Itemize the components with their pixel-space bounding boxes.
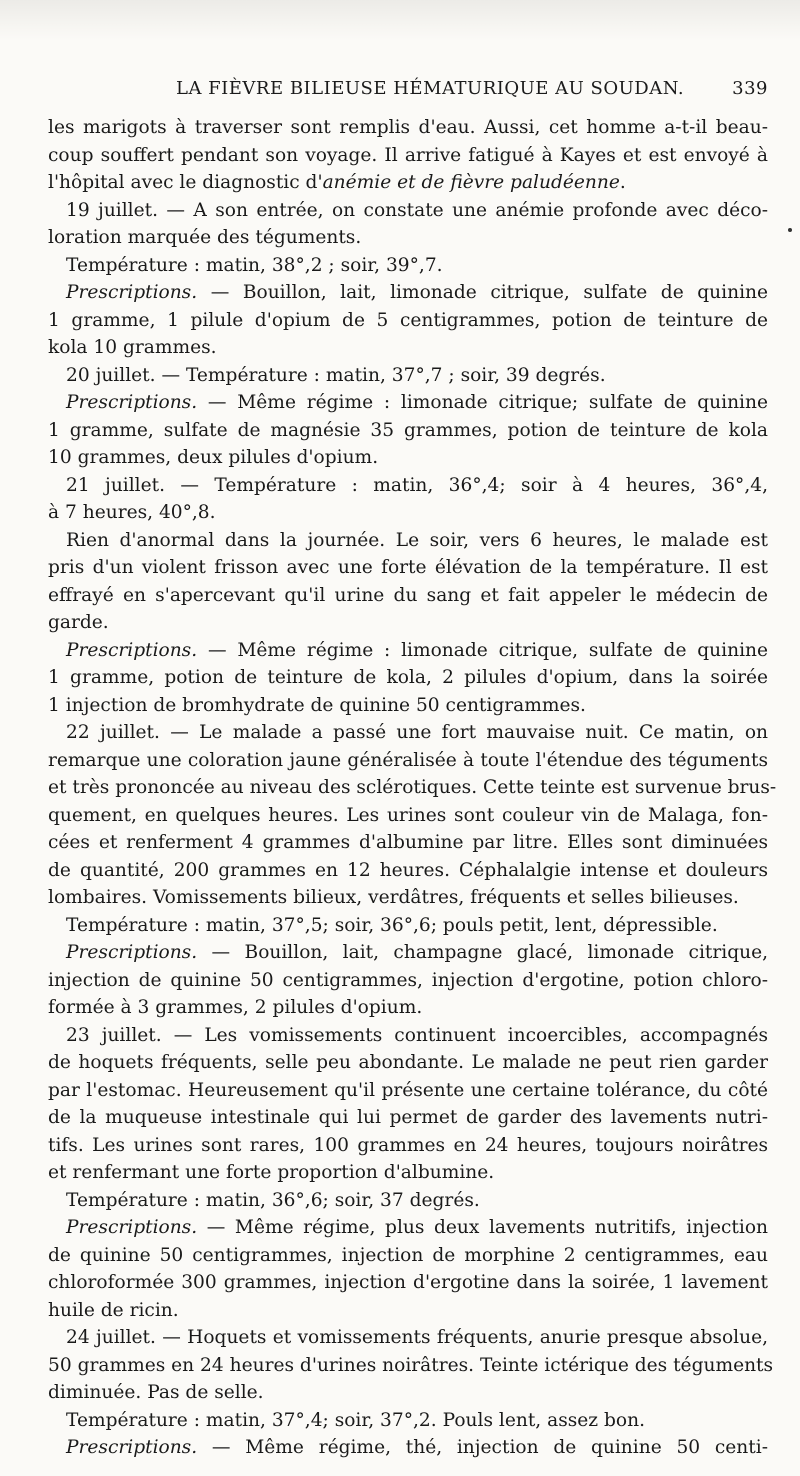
text-line: de hoquets fréquents, selle peu abondante. Le malade ne peut rien garder [48, 1052, 768, 1073]
text-line: 21 juillet. — Température : matin, 36°,4; soir à 4 heures, 36°,4, [66, 474, 768, 496]
text-line [48, 939, 768, 967]
text-line: 23 juillet. — Les vomissements continuent incoercibles, accompagnés [66, 1024, 768, 1046]
text-line: Température : matin, 36°,6; soir, 37 degrés. [66, 1189, 480, 1211]
margin-dot [788, 228, 792, 232]
text-line: tifs. Les urines sont rares, 100 grammes en 24 heures, toujours noirâtres [48, 1134, 768, 1156]
text-line: Température : matin, 37°,5; soir, 36°,6; pouls petit, lent, dépressible. [66, 914, 718, 936]
text-line: lombaires. Vomissements bilieux, verdâtres, fréquents et selles bilieuses. [48, 887, 739, 908]
text-run: — Même régime : limonade citrique, sulfate de quinine [197, 639, 768, 661]
running-title: LA FIÈVRE BILIEUSE HÉMATURIQUE AU SOUDAN. [176, 78, 685, 99]
text-line: 19 juillet. — A son entrée, on constate une anémie profonde avec déco- [66, 199, 768, 221]
text-line: 22 juillet. — Le malade a passé une fort mauvaise nuit. Ce matin, on [66, 722, 768, 743]
body-text [48, 114, 777, 1462]
text-line: de la muqueuse intestinale qui lui permet de garder des lavements nutri- [48, 1107, 768, 1128]
text-line: effrayé en s'apercevant qu'il urine du sang et fait appeler le médecin de [48, 584, 768, 606]
text-run: — Même régime, plus deux lavements nutritifs, injection [197, 1217, 768, 1238]
text-line: injection de quinine 50 centigrammes, injection d'ergotine, potion chloro- [48, 969, 768, 991]
text-line [48, 637, 768, 665]
diagnosis-italic: anémie et de fièvre paludéenne [322, 172, 620, 193]
text-line: chloroformée 300 grammes, injection d'ergotine dans la soirée, 1 lavement [48, 1272, 768, 1293]
running-header [48, 78, 768, 104]
prescriptions-label: Prescriptions. [66, 639, 198, 661]
text-line: 24 juillet. — Hoquets et vomissements fréquents, anurie presque absolue, [66, 1327, 768, 1348]
text-line: remarque une coloration jaune généralisée à toute l'étendue des téguments [48, 749, 768, 771]
text-line: Température : matin, 37°,4; soir, 37°,2. Pouls lent, assez bon. [66, 1409, 645, 1431]
text-run: — Bouillon, lait, limonade citrique, sulfate de quinine [197, 282, 768, 303]
text-line: loration marquée des téguments. [48, 227, 362, 248]
text-line: Température : matin, 38°,2 ; soir, 39°,7. [66, 254, 443, 276]
page-top-shadow [0, 0, 800, 40]
text-line: 1 gramme, 1 pilule d'opium de 5 centigrammes, potion de teinture de [48, 309, 768, 331]
text-line: de quantité, 200 grammes en 12 heures. Céphalalgie intense et douleurs [48, 859, 768, 881]
text-line: 50 grammes en 24 heures d'urines noirâtres. Teinte ictérique des téguments [48, 1354, 774, 1376]
text-run: — Bouillon, lait, champagne glacé, limonade citrique, [197, 942, 768, 963]
text-run: — Même régime, thé, injection de quinine 50 centi- [197, 1437, 768, 1458]
text-line: garde. [48, 612, 109, 633]
text-line: formée à 3 grammes, 2 pilules d'opium. [48, 997, 423, 1018]
text-line: diminuée. Pas de selle. [48, 1382, 264, 1403]
text-run: . [619, 172, 626, 193]
text-line: pris d'un violent frisson avec une forte élévation de la température. Il est [48, 557, 768, 578]
text-line: 20 juillet. — Température : matin, 37°,7 ; soir, 39 degrés. [66, 364, 606, 386]
text-line: 1 injection de bromhydrate de quinine 50 centigrammes. [48, 694, 586, 716]
text-line: 10 grammes, deux pilules d'opium. [48, 447, 379, 468]
text-line [48, 389, 768, 417]
text-line: coup souffert pendant son voyage. Il arrive fatigué à Kayes et est envoyé à [48, 144, 768, 166]
text-line: 1 gramme, potion de teinture de kola, 2 pilules d'opium, dans la soirée [48, 667, 768, 688]
prescriptions-label: Prescriptions. [66, 1217, 198, 1238]
text-line [48, 169, 768, 197]
text-line: de quinine 50 centigrammes, injection de morphine 2 centigrammes, eau [48, 1244, 768, 1266]
page-number: 339 [732, 78, 768, 99]
text-line: huile de ricin. [48, 1299, 179, 1321]
text-line: à 7 heures, 40°,8. [48, 502, 216, 523]
prescriptions-label: Prescriptions. [66, 392, 198, 413]
text-line: kola 10 grammes. [48, 337, 217, 358]
text-line: par l'estomac. Heureusement qu'il présente une certaine tolérance, du côté [48, 1079, 768, 1101]
text-line: et très prononcée au niveau des sclérotiques. Cette teinte est survenue brus- [48, 777, 777, 798]
text-line [48, 279, 768, 307]
text-line [48, 1434, 768, 1462]
text-run: — Même régime : limonade citrique; sulfate de quinine [197, 392, 768, 413]
text-line [48, 1214, 768, 1242]
text-line: quement, en quelques heures. Les urines sont couleur vin de Malaga, fon- [48, 804, 768, 826]
prescriptions-label: Prescriptions. [66, 282, 198, 303]
text-run: l'hôpital avec le diagnostic d' [48, 172, 323, 193]
text-line: les marigots à traverser sont remplis d'eau. Aussi, cet homme a-t-il beau- [48, 117, 768, 138]
text-line: et renfermant une forte proportion d'albumine. [48, 1162, 495, 1183]
text-line: 1 gramme, sulfate de magnésie 35 grammes, potion de teinture de kola [48, 419, 768, 441]
prescriptions-label: Prescriptions. [66, 942, 198, 963]
prescriptions-label: Prescriptions. [66, 1437, 198, 1458]
text-line: cées et renferment 4 grammes d'albumine par litre. Elles sont diminuées [48, 832, 768, 853]
text-line: Rien d'anormal dans la journée. Le soir, vers 6 heures, le malade est [66, 529, 768, 551]
